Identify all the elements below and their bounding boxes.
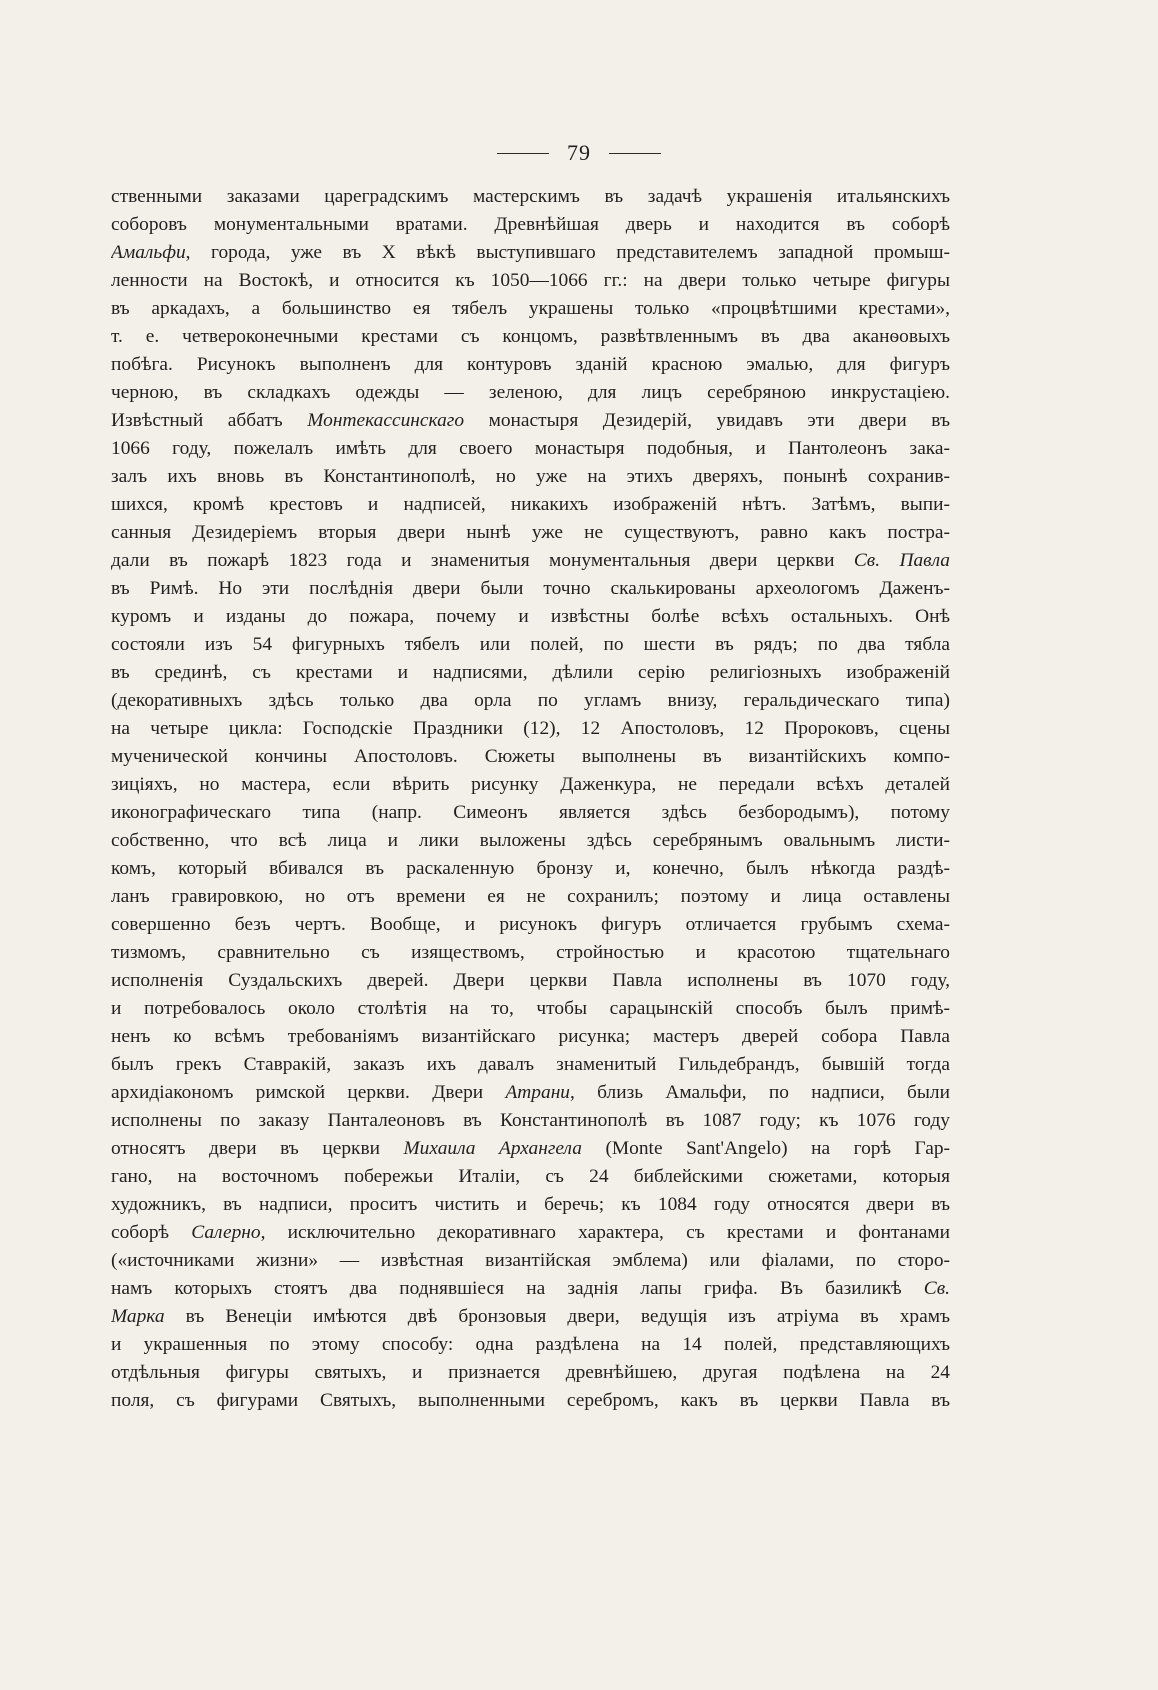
header-rule-left [497, 153, 549, 154]
italic-segment: Салерно [191, 1222, 261, 1243]
text-segment: дали въ пожарѣ 1823 года и знаменитыя монументальныя двери церкви [111, 550, 854, 571]
text-segment: художникъ, въ надписи, проситъ чистить и беречь; къ 1084 году относятся двери въ [111, 1194, 950, 1215]
text-line [111, 1275, 950, 1303]
text-line [111, 659, 950, 687]
text-segment: шихся, кромѣ крестовъ и надписей, никакихъ изображеній нѣтъ. Затѣмъ, выпи- [111, 494, 950, 515]
text-line [111, 407, 950, 435]
text-segment: комъ, который вбивался въ раскаленную бронзу и, конечно, былъ нѣкогда раздѣ- [111, 858, 950, 879]
text-line [111, 995, 950, 1023]
text-line [111, 1191, 950, 1219]
text-line [111, 827, 950, 855]
text-line [111, 967, 950, 995]
text-line [111, 295, 950, 323]
text-line [111, 519, 950, 547]
text-line [111, 1107, 950, 1135]
text-segment: соборѣ [111, 1222, 192, 1243]
italic-segment: Монтекассинскаго [307, 410, 465, 431]
text-line [111, 1051, 950, 1079]
text-segment: санныя Дезидеріемъ вторыя двери нынѣ уже не существуютъ, равно какъ постра- [111, 522, 950, 543]
text-line [111, 435, 950, 463]
italic-segment: Св. [923, 1278, 950, 1299]
text-line [111, 771, 950, 799]
text-line [111, 463, 950, 491]
text-segment: архидіакономъ римской церкви. Двери [111, 1082, 506, 1103]
text-segment: зиціяхъ, но мастера, если вѣрить рисунку Даженкура, не передали всѣхъ деталей [111, 774, 950, 795]
text-line [111, 1331, 950, 1359]
text-line [111, 323, 950, 351]
text-segment: ственными заказами цареградскимъ мастерскимъ въ задачѣ украшенія итальянскихъ [111, 186, 950, 207]
text-line [111, 239, 950, 267]
text-line [111, 183, 950, 211]
italic-segment: Марка [111, 1306, 165, 1327]
text-line [111, 491, 950, 519]
text-line [111, 687, 950, 715]
text-line [111, 1219, 950, 1247]
text-line [111, 1303, 950, 1331]
text-segment: , города, уже въ X вѣкѣ выступившаго представителемъ западной промыш- [185, 242, 950, 263]
text-segment: (Monte Sant'Angelo) на горѣ Гар- [581, 1138, 950, 1159]
text-line [111, 379, 950, 407]
body-text [111, 183, 950, 1415]
text-segment: (декоративныхъ здѣсь только два орла по угламъ внизу, геральдическаго типа) [111, 690, 950, 711]
text-segment: въ Венеціи имѣются двѣ бронзовыя двери, ведущія изъ атріума въ храмъ [164, 1306, 950, 1327]
text-line [111, 603, 950, 631]
text-line [111, 1079, 950, 1107]
text-segment: , близь Амальфи, по надписи, были [570, 1082, 950, 1103]
text-line [111, 715, 950, 743]
text-segment: монастыря Дезидерій, увидавъ эти двери въ [464, 410, 950, 431]
text-segment: ленности на Востокѣ, и относится къ 1050—1066 гг.: на двери только четыре фигуры [111, 270, 950, 291]
text-segment: исполнены по заказу Панталеоновъ въ Константинополѣ въ 1087 году; къ 1076 году [111, 1110, 950, 1131]
text-segment: ненъ ко всѣмъ требованіямъ византійскаго рисунка; мастеръ дверей собора Павла [111, 1026, 950, 1047]
text-line [111, 911, 950, 939]
text-line [111, 939, 950, 967]
text-segment: («источниками жизни» — извѣстная византійская эмблема) или фіалами, по сторо- [111, 1250, 950, 1271]
text-line [111, 1163, 950, 1191]
text-line [111, 855, 950, 883]
text-line [111, 743, 950, 771]
text-line [111, 547, 950, 575]
text-line [111, 1387, 950, 1415]
text-segment: ланъ гравировкою, но отъ времени ея не сохранилъ; поэтому и лица оставлены [111, 886, 950, 907]
text-segment: черною, въ складкахъ одежды — зеленою, для лицъ серебряною инкрустаціею. [111, 382, 950, 403]
text-segment: былъ грекъ Ставракій, заказъ ихъ давалъ знаменитый Гильдебрандъ, бывшій тогда [111, 1054, 950, 1075]
italic-segment: Св. Павла [853, 550, 950, 571]
text-segment: отдѣльныя фигуры святыхъ, и признается древнѣйшею, другая подѣлена на 24 [111, 1362, 950, 1383]
text-segment: , исключительно декоративнаго характера, съ крестами и фонтанами [260, 1222, 950, 1243]
text-segment: поля, съ фигурами Святыхъ, выполненными серебромъ, какъ въ церкви Павла въ [111, 1390, 950, 1411]
text-line [111, 799, 950, 827]
text-segment: мученической кончины Апостоловъ. Сюжеты выполнены въ византійскихъ компо- [111, 746, 950, 767]
text-line [111, 1247, 950, 1275]
text-segment: состояли изъ 54 фигурныхъ тябелъ или полей, по шести въ рядъ; по два тябла [111, 634, 950, 655]
text-segment: и украшенныя по этому способу: одна раздѣлена на 14 полей, представляющихъ [111, 1334, 950, 1355]
text-segment: и потребовалось около столѣтія на то, чтобы сарацынскій способъ былъ примѣ- [111, 998, 950, 1019]
text-segment: на четыре цикла: Господскіе Праздники (12), 12 Апостоловъ, 12 Пророковъ, сцены [111, 718, 950, 739]
text-line [111, 631, 950, 659]
text-line [111, 267, 950, 295]
text-segment: 1066 году, пожелалъ имѣть для своего монастыря подобныя, и Пантолеонъ зака- [111, 438, 950, 459]
italic-segment: Амальфи [111, 242, 186, 263]
text-line [111, 1359, 950, 1387]
text-segment: гано, на восточномъ побережьи Италіи, съ 24 библейскими сюжетами, которыя [111, 1166, 950, 1187]
text-line [111, 1135, 950, 1163]
page-header [0, 138, 1158, 168]
text-segment: тизмомъ, сравнительно съ изяществомъ, стройностью и красотою тщательнаго [111, 942, 950, 963]
text-line [111, 575, 950, 603]
text-segment: Извѣстный аббатъ [111, 410, 308, 431]
text-line [111, 883, 950, 911]
text-segment: соборовъ монументальными вратами. Древнѣйшая дверь и находится въ соборѣ [111, 214, 950, 235]
text-line [111, 351, 950, 379]
text-segment: въ аркадахъ, а большинство ея тябелъ украшены только «процвѣтшими крестами», [111, 298, 950, 319]
text-segment: въ срединѣ, съ крестами и надписями, дѣлили серію религіозныхъ изображеній [111, 662, 950, 683]
text-segment: намъ которыхъ стоятъ два поднявшіеся на заднія лапы грифа. Въ базиликѣ [111, 1278, 924, 1299]
text-segment: иконографическаго типа (напр. Симеонъ является здѣсь безбородымъ), потому [111, 802, 950, 823]
text-line [111, 1023, 950, 1051]
text-segment: исполненія Суздальскихъ дверей. Двери церкви Павла исполнены въ 1070 году, [111, 970, 950, 991]
text-segment: относятъ двери въ церкви [111, 1138, 404, 1159]
italic-segment: Атрани [505, 1082, 571, 1103]
text-segment: куромъ и изданы до пожара, почему и извѣстны болѣе всѣхъ остальныхъ. Онѣ [111, 606, 950, 627]
text-segment: совершенно безъ чертъ. Вообще, и рисунокъ фигуръ отличается грубымъ схема- [111, 914, 950, 935]
text-line [111, 211, 950, 239]
page-number: 79 [567, 140, 591, 165]
text-segment: т. е. четвероконечными крестами съ концомъ, развѣтвленнымъ въ два аканѳовыхъ [111, 326, 950, 347]
text-segment: побѣга. Рисунокъ выполненъ для контуровъ зданій красною эмалью, для фигуръ [111, 354, 950, 375]
text-segment: въ Римѣ. Но эти послѣднія двери были точно скалькированы археологомъ Даженъ- [111, 578, 950, 599]
text-segment: собственно, что всѣ лица и лики выложены здѣсь серебрянымъ овальнымъ листи- [111, 830, 950, 851]
header-rule-right [609, 153, 661, 154]
text-segment: залъ ихъ вновь въ Константинополѣ, но уже на этихъ дверяхъ, понынѣ сохранив- [111, 466, 950, 487]
italic-segment: Михаила Архангела [403, 1138, 582, 1159]
